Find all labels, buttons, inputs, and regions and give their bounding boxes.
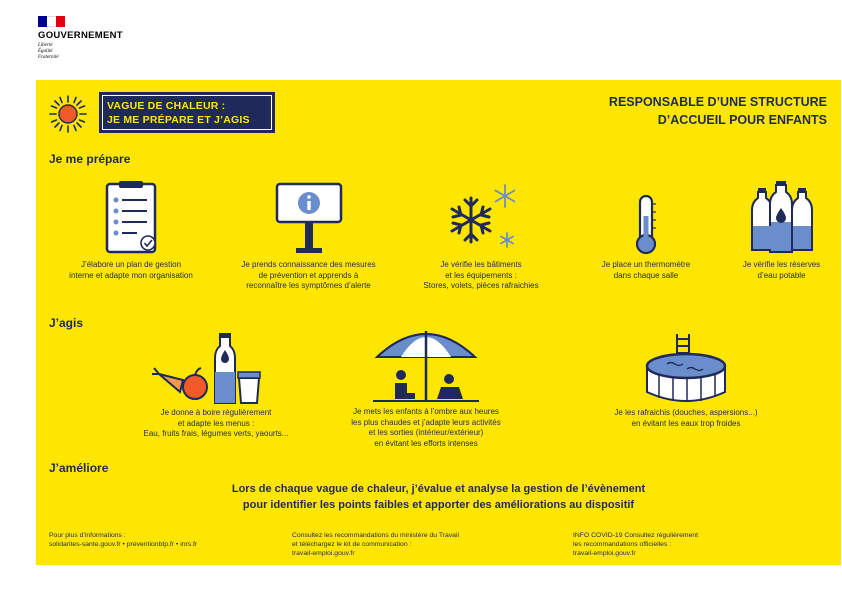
improve-statement: Lors de chaque vague de chaleur, j’évalue et analyse la gestion de l’évènement pour identifier les points faibles et apporter des améliorations au dispositif [231,483,646,511]
footer-info: Pour plus d’informations : solidarites-sante.gouv.fr • preventionbtp.fr • inrs.fr [49,531,269,549]
government-logo [38,16,138,68]
government-name: GOUVERNEMENT [38,30,123,41]
prepare-item-water [724,180,839,281]
prepare-caption-buildings: Je vérifie les bâtiments et les équipements : Stores, volets, pièces rafraichies [423,260,539,290]
government-motto: Liberté Égalité Fraternité [38,43,59,60]
section-heading-prepare: Je me prépare [49,152,131,166]
target-audience: RESPONSABLE D’UNE STRUCTURE D’ACCUEIL POUR ENFANTS [608,95,827,127]
act-item-drink [136,330,296,440]
water-bottles-icon [742,180,822,258]
clipboard-icon [101,180,161,258]
info-board-icon [274,180,344,258]
pool-icon [641,330,731,406]
prepare-item-thermometer [581,180,711,281]
footer-ministry: Consultez les recommandations du ministère du Travail et téléchargez le kit de communication : travail-emploi.gouv.fr [292,531,532,558]
food-and-drink-icon [151,330,281,406]
act-item-shade [336,325,516,449]
prepare-item-buildings [406,180,556,292]
prepare-caption-thermometer: Je place un thermomètre dans chaque salle [601,260,691,280]
footer-info-links[interactable]: solidarites-sante.gouv.fr • preventionbtp.fr • inrs.fr [49,541,198,548]
act-caption-drink: Je donne à boire régulièrement et adapte les menus : Eau, fruits frais, légumes verts, yaourts... [143,408,289,438]
footer-covid: INFO COVID-19 Consultez régulièrement les recommandations officielles : travail-emploi.gouv.fr [573,531,793,558]
act-caption-shade: Je mets les enfants à l’ombre aux heures les plus chaudes et j’adapte leurs activités et les sorties (intérieur/extérieur) en évitant les efforts intenses [351,407,501,448]
poster-title: VAGUE DE CHALEUR : JE ME PRÉPARE ET J’AGIS [99,92,275,133]
section-heading-improve: J’améliore [49,461,109,475]
snowflake-icon [441,180,521,258]
act-item-refresh [591,330,781,429]
section-heading-act: J’agis [49,316,84,330]
prepare-item-plan [51,180,211,281]
prepare-caption-plan: J’élabore un plan de gestion interne et adapte mon organisation [69,260,193,280]
footer-ministry-link[interactable]: travail-emploi.gouv.fr [292,550,355,557]
footer-covid-link[interactable]: travail-emploi.gouv.fr [573,550,636,557]
sun-icon [48,94,88,134]
thermometer-icon [626,180,666,258]
act-caption-refresh: Je les rafraichis (douches, aspersions...) en évitant les eaux trop froides [614,408,758,428]
heatwave-poster [36,80,841,565]
parasol-children-icon [371,325,481,405]
prepare-caption-water: Je vérifie les réserves d’eau potable [742,260,821,280]
prepare-item-info [221,180,396,292]
french-flag-icon [38,16,65,27]
prepare-caption-info: Je prends connaissance des mesures de prévention et apprends à reconnaître les symptômes d’alerte [241,260,376,290]
